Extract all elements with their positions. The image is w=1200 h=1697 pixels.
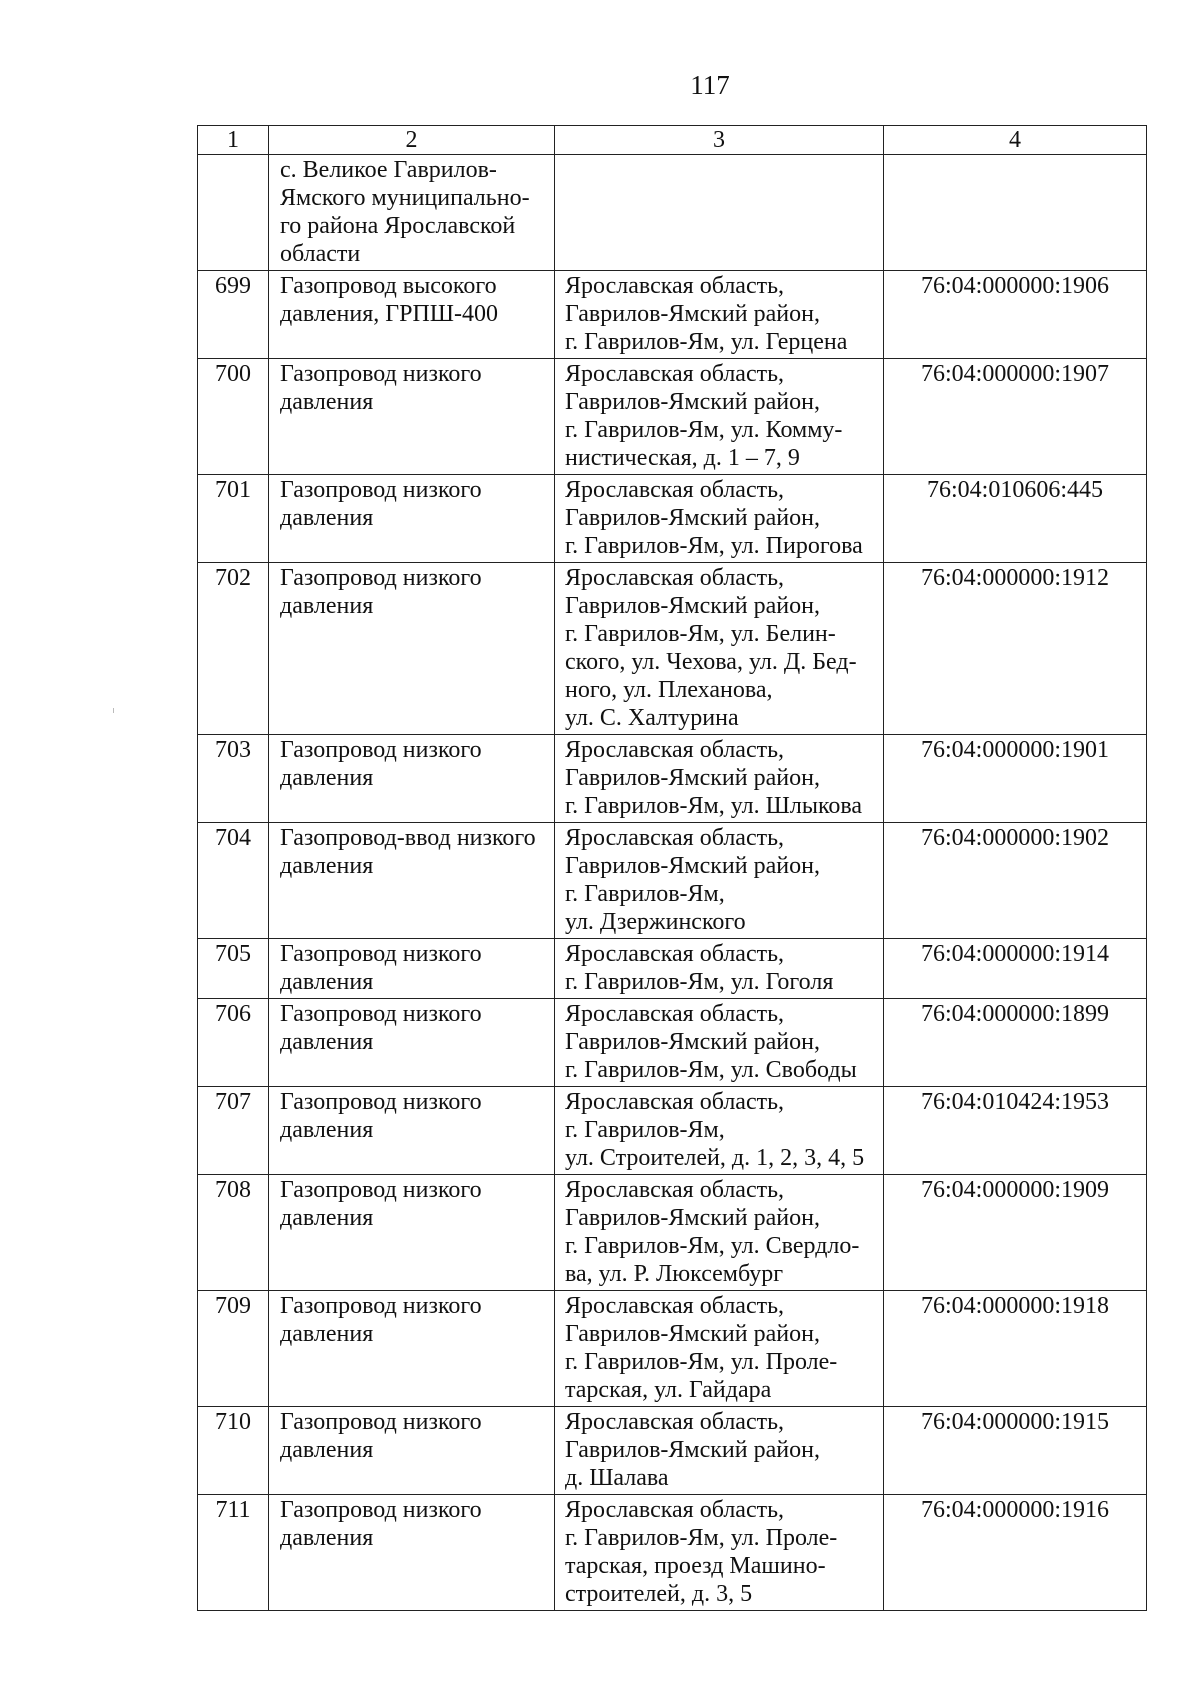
object-address-line: Гаврилов-Ямский район, [565, 1437, 820, 1463]
object-name-line: области [280, 241, 361, 267]
object-address-line: г. Гаврилов-Ям, ул. Проле- [565, 1525, 838, 1551]
table-row [198, 1087, 1147, 1175]
object-address-line: г. Гаврилов-Ям, ул. Свердло- [565, 1233, 860, 1259]
object-address [555, 1495, 884, 1611]
object-address-line: ул. Дзержинского [565, 909, 746, 935]
cadastral-number: 76:04:010606:445 [884, 475, 1147, 563]
row-number: 708 [198, 1175, 269, 1291]
object-address [555, 1407, 884, 1495]
row-number: 705 [198, 939, 269, 999]
object-address-line: Ярославская область, [565, 1409, 785, 1435]
object-address [555, 999, 884, 1087]
cadastral-number: 76:04:000000:1914 [884, 939, 1147, 999]
cadastral-number: 76:04:010424:1953 [884, 1087, 1147, 1175]
object-name-line: Газопровод высокого [280, 273, 497, 299]
object-address-line: нистическая, д. 1 – 7, 9 [565, 445, 800, 471]
cadastral-number: 76:04:000000:1907 [884, 359, 1147, 475]
object-name [269, 359, 555, 475]
row-number: 709 [198, 1291, 269, 1407]
object-name [269, 271, 555, 359]
object-name-line: давления [280, 1117, 374, 1143]
object-name [269, 939, 555, 999]
object-name [269, 823, 555, 939]
object-name-line: давления [280, 1205, 374, 1231]
table-row [198, 1407, 1147, 1495]
object-name-line: Газопровод низкого [280, 1177, 482, 1203]
object-address-line: ского, ул. Чехова, ул. Д. Бед- [565, 649, 857, 675]
object-address-line: г. Гаврилов-Ям, ул. Белин- [565, 621, 836, 647]
object-name [269, 1407, 555, 1495]
object-address-line: ного, ул. Плеханова, [565, 677, 773, 703]
header-col-2: 2 [269, 126, 555, 155]
page-number: 117 [690, 70, 730, 100]
table-row [198, 1495, 1147, 1611]
object-name [269, 1291, 555, 1407]
scan-artifact [113, 708, 114, 713]
object-name-line: Газопровод низкого [280, 1089, 482, 1115]
object-address [555, 823, 884, 939]
cadastral-number: 76:04:000000:1916 [884, 1495, 1147, 1611]
object-name-line: Ямского муниципально- [280, 185, 530, 211]
object-name-line: Газопровод низкого [280, 941, 482, 967]
object-address [555, 359, 884, 475]
object-address-line: ва, ул. Р. Люксембург [565, 1261, 784, 1287]
object-name-line: Газопровод низкого [280, 1409, 482, 1435]
object-address-line: Гаврилов-Ямский район, [565, 853, 820, 879]
object-name-line: давления [280, 765, 374, 791]
object-address-line: г. Гаврилов-Ям, ул. Герцена [565, 329, 848, 355]
row-number: 702 [198, 563, 269, 735]
object-name [269, 735, 555, 823]
table-row [198, 1175, 1147, 1291]
cadastral-number: 76:04:000000:1901 [884, 735, 1147, 823]
cadastral-number: 76:04:000000:1915 [884, 1407, 1147, 1495]
object-address-line: Ярославская область, [565, 273, 785, 299]
header-col-4: 4 [884, 126, 1147, 155]
object-address-line: строителей, д. 3, 5 [565, 1581, 753, 1607]
object-address-line: Ярославская область, [565, 1293, 785, 1319]
table-row [198, 563, 1147, 735]
cadastral-number: 76:04:000000:1899 [884, 999, 1147, 1087]
object-name-line: Газопровод низкого [280, 737, 482, 763]
object-address-line: Ярославская область, [565, 825, 785, 851]
object-address [555, 735, 884, 823]
object-name-line: давления, ГРПШ-400 [280, 301, 498, 327]
object-address-line: Ярославская область, [565, 1001, 785, 1027]
row-number: 710 [198, 1407, 269, 1495]
object-name [269, 1175, 555, 1291]
object-address-line: Ярославская область, [565, 565, 785, 591]
object-address-line: Ярославская область, [565, 477, 785, 503]
object-name [269, 1495, 555, 1611]
object-address-line: г. Гаврилов-Ям, ул. Проле- [565, 1349, 838, 1375]
object-address-line: Гаврилов-Ямский район, [565, 1205, 820, 1231]
object-name-line: го района Ярославской [280, 213, 516, 239]
cadastral-number: 76:04:000000:1902 [884, 823, 1147, 939]
object-address-line: ул. Строителей, д. 1, 2, 3, 4, 5 [565, 1145, 865, 1171]
object-name-line: Газопровод низкого [280, 1001, 482, 1027]
row-number: 701 [198, 475, 269, 563]
object-name-line: давления [280, 1029, 374, 1055]
object-name-line: Газопровод-ввод низкого [280, 825, 536, 851]
row-number: 704 [198, 823, 269, 939]
table-row [198, 155, 1147, 271]
object-address-line: г. Гаврилов-Ям, ул. Шлыкова [565, 793, 863, 819]
object-address-line: Гаврилов-Ямский район, [565, 505, 820, 531]
row-number: 699 [198, 271, 269, 359]
object-address-line: Ярославская область, [565, 941, 785, 967]
header-col-3: 3 [555, 126, 884, 155]
object-address-line: ул. С. Халтурина [565, 705, 739, 731]
cadastral-number: 76:04:000000:1906 [884, 271, 1147, 359]
row-number [198, 155, 269, 271]
object-address-line: г. Гаврилов-Ям, [565, 1117, 725, 1143]
object-address-line: Ярославская область, [565, 1497, 785, 1523]
object-address-line: тарская, ул. Гайдара [565, 1377, 772, 1403]
object-name [269, 1087, 555, 1175]
table-row [198, 1291, 1147, 1407]
object-address [555, 1291, 884, 1407]
registry-table [197, 125, 1147, 1611]
object-name-line: давления [280, 505, 374, 531]
object-address [555, 939, 884, 999]
object-name [269, 999, 555, 1087]
header-col-1: 1 [198, 126, 269, 155]
header-row [198, 126, 1147, 155]
object-name-line: Газопровод низкого [280, 477, 482, 503]
object-address [555, 475, 884, 563]
object-name-line: давления [280, 969, 374, 995]
object-name-line: давления [280, 853, 374, 879]
cadastral-number: 76:04:000000:1909 [884, 1175, 1147, 1291]
table-row [198, 475, 1147, 563]
object-address [555, 563, 884, 735]
object-address [555, 155, 884, 271]
row-number: 707 [198, 1087, 269, 1175]
row-number: 706 [198, 999, 269, 1087]
object-address-line: Гаврилов-Ямский район, [565, 765, 820, 791]
row-number: 703 [198, 735, 269, 823]
object-address-line: Ярославская область, [565, 737, 785, 763]
object-address-line: г. Гаврилов-Ям, ул. Гоголя [565, 969, 834, 995]
object-address-line: Гаврилов-Ямский район, [565, 1029, 820, 1055]
object-name-line: давления [280, 1525, 374, 1551]
cadastral-number [884, 155, 1147, 271]
object-name-line: давления [280, 593, 374, 619]
cadastral-number: 76:04:000000:1912 [884, 563, 1147, 735]
registry-table-container [197, 125, 1147, 1611]
object-address-line: Гаврилов-Ямский район, [565, 301, 820, 327]
object-address [555, 271, 884, 359]
object-address [555, 1087, 884, 1175]
object-address-line: д. Шалава [565, 1465, 669, 1491]
object-address-line: Гаврилов-Ямский район, [565, 593, 820, 619]
object-name [269, 155, 555, 271]
object-address-line: тарская, проезд Машино- [565, 1553, 826, 1579]
table-row [198, 735, 1147, 823]
object-name-line: с. Великое Гаврилов- [280, 157, 497, 183]
object-address-line: Гаврилов-Ямский район, [565, 389, 820, 415]
object-name [269, 475, 555, 563]
object-name [269, 563, 555, 735]
object-address-line: Ярославская область, [565, 1177, 785, 1203]
object-name-line: Газопровод низкого [280, 1293, 482, 1319]
object-address-line: г. Гаврилов-Ям, ул. Комму- [565, 417, 843, 443]
row-number: 700 [198, 359, 269, 475]
object-name-line: Газопровод низкого [280, 1497, 482, 1523]
object-name-line: давления [280, 1321, 374, 1347]
table-row [198, 271, 1147, 359]
object-address [555, 1175, 884, 1291]
object-address-line: Гаврилов-Ямский район, [565, 1321, 820, 1347]
cadastral-number: 76:04:000000:1918 [884, 1291, 1147, 1407]
table-body [198, 155, 1147, 1611]
object-address-line: г. Гаврилов-Ям, [565, 881, 725, 907]
table-row [198, 999, 1147, 1087]
object-name-line: Газопровод низкого [280, 361, 482, 387]
object-address-line: г. Гаврилов-Ям, ул. Пирогова [565, 533, 863, 559]
object-address-line: г. Гаврилов-Ям, ул. Свободы [565, 1057, 857, 1083]
object-name-line: давления [280, 389, 374, 415]
row-number: 711 [198, 1495, 269, 1611]
object-name-line: Газопровод низкого [280, 565, 482, 591]
object-address-line: Ярославская область, [565, 1089, 785, 1115]
object-address-line: Ярославская область, [565, 361, 785, 387]
table-row [198, 823, 1147, 939]
table-row [198, 939, 1147, 999]
table-row [198, 359, 1147, 475]
object-name-line: давления [280, 1437, 374, 1463]
